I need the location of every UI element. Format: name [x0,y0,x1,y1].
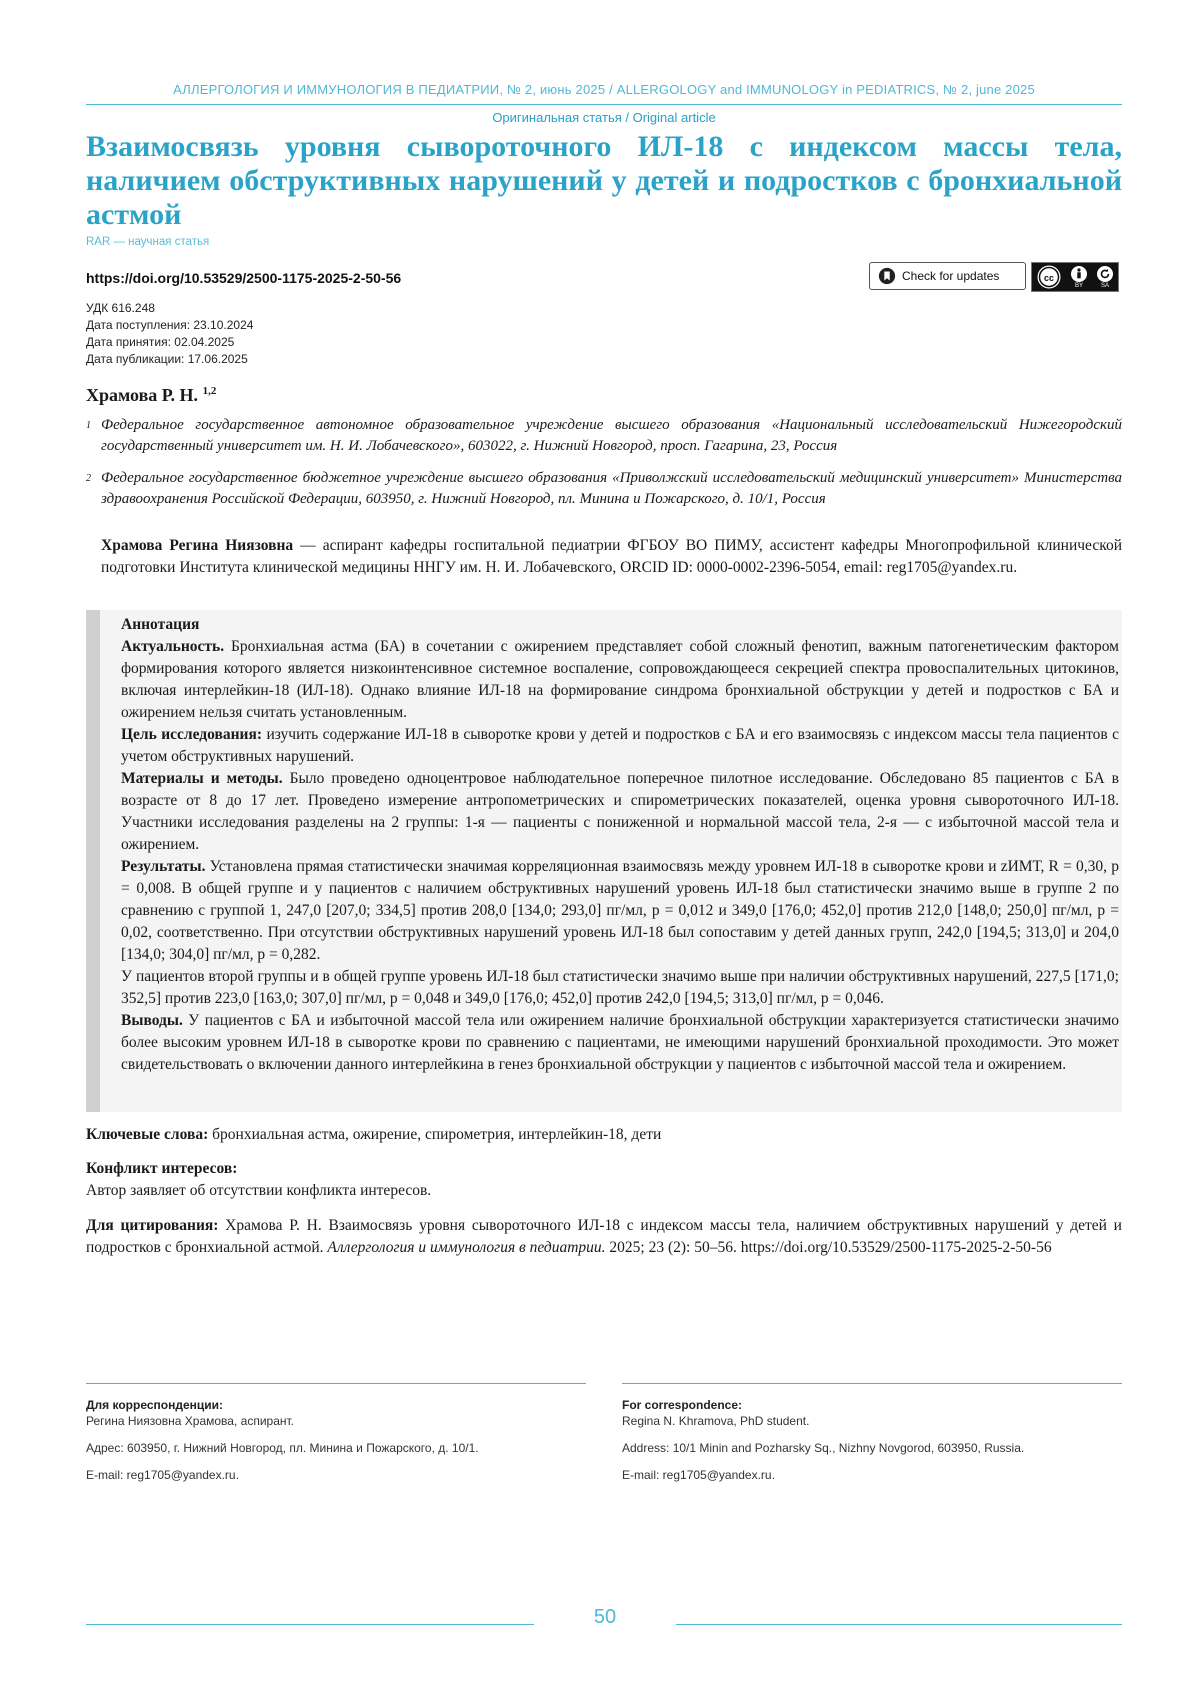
correspondence-address: Address: 10/1 Minin and Pozharsky Sq., Nizhny Novgorod, 603950, Russia. [622,1441,1025,1455]
keywords-text: бронхиальная астма, ожирение, спирометрия, интерлейкин-18, дети [208,1126,662,1143]
abstract-methods: Материалы и методы. Было проведено одноцентровое наблюдательное поперечное пилотное исследование. Обследовано 85 пациентов с БА в возрасте от 8 до 17 лет. Проведено измерение антропометрических и спирометрических показателей, оценка уровня сывороточного ИЛ-18. Участники исследования разделены на 2 группы: 1-я — пациенты с пониженной и нормальной массой тела, 2-я — с избыточной массой тела и ожирением. [121,770,1119,853]
citation-label: Для цитирования: [86,1217,219,1234]
check-updates-label: Check for updates [902,269,1000,283]
author-name: Храмова Р. Н. [86,385,199,405]
doi-link[interactable]: https://doi.org/10.53529/2500-1175-2025-2-50-56 [86,270,402,286]
citation-journal: Аллергология и иммунология в педиатрии. [327,1239,606,1256]
author [86,385,216,406]
affiliation-1 [86,415,1122,457]
correspondence-address: Адрес: 603950, г. Нижний Новгород, пл. Минина и Пожарского, д. 10/1. [86,1441,479,1455]
correspondence-en [622,1383,1122,1495]
correspondence-ru [86,1383,586,1495]
citation [86,1215,1122,1259]
citation-tail: 2025; 23 (2): 50–56. https://doi.org/10.53529/2500-1175-2025-2-50-56 [605,1239,1052,1256]
cc-by-label: BY [1074,283,1083,289]
date-accepted: Дата принятия: 02.04.2025 [86,335,235,349]
footer-rule-left [86,1624,534,1625]
abstract-relevance: Актуальность. Бронхиальная астма (БА) в сочетании с ожирением представляет собой сложный фенотип, важным патогенетическим фактором формирования которого является низкоинтенсивное системное воспаление, сопровождающееся секрецией спектра провоспалительных цитокинов, включая интерлейкин-18 (ИЛ-18). Однако влияние ИЛ-18 на формирование синдрома бронхиальной обструкции у детей и подростков с БА и ожирением нельзя считать установленным. [121,638,1119,721]
affiliation-number: 1 [86,420,91,431]
citation-text: Храмова Р. Н. Взаимосвязь уровня сывороточного ИЛ-18 с индексом массы тела, наличием обструктивных нарушений у детей и подростков с бронхиальной астмой. [86,1217,1122,1256]
udk: УДК 616.248 [86,301,155,315]
rar-label: RAR — научная статья [86,236,210,248]
correspondence-name: Regina N. Khramova, PhD student. [622,1414,810,1428]
attribution-icon [1070,265,1088,283]
header-rule [86,104,1122,105]
abstract-heading: Аннотация [121,616,200,633]
affiliation-2 [86,468,1122,510]
abstract-results-continued: У пациентов второй группы и в общей группе уровень ИЛ-18 был статистически значимо выше при наличии обструктивных нарушений, 227,5 [171,0; 352,5] против 223,0 [163,0; 307,0] пг/мл, p = 0,048 и 349,0 [176,0; 452,0] против 242,0 [194,5; 313,0] пг/мл, p = 0,046. [121,968,1119,1007]
correspondence-rule [86,1383,586,1384]
abstract-conclusions: Выводы. У пациентов с БА и избыточной массой тела или ожирением наличие бронхиальной обструкции характеризуется статистически значимо более высоким уровнем ИЛ-18 в сыворотке крови по сравнению с пациентами, не имеющими нарушений бронхиальной проходимости. Это может свидетельствовать о включении данного интерлейкина в генез бронхиальной обструкции у пациентов с избыточной массой тела и ожирением. [121,1012,1119,1073]
check-for-updates-button[interactable] [869,262,1026,290]
article-type: Оригинальная статья / Original article [492,110,716,125]
author-info [101,535,1122,579]
cc-icon [1036,264,1062,290]
keywords-label: Ключевые слова: [86,1126,209,1143]
correspondence-email[interactable]: E-mail: reg1705@yandex.ru. [622,1468,775,1482]
svg-text:cc: cc [1043,273,1055,283]
conflict-heading: Конфликт интересов: [86,1160,238,1177]
affiliation-text: Федеральное государственное автономное образовательное учреждение высшего образования «Национальный исследовательский Нижегородский государственный университет им. Н. И. Лобачевского», 603022, г. Нижний Новгород, просп. Гагарина, 23, Россия [101,417,1122,454]
author-details: — аспирант кафедры госпитальной педиатрии ФГБОУ ВО ПИМУ, ассистент кафедры Многопрофильной клинической подготовки Института клинической медицины ННГУ им. Н. И. Лобачевского, ORCID ID: 0000-0002-2396-5054, email: reg1705@yandex.ru. [101,537,1122,576]
affiliation-number: 2 [86,473,91,484]
affiliation-text: Федеральное государственное бюджетное учреждение высшего образования «Приволжский исследовательский медицинский университет» Министерства здравоохранения Российской Федерации, 603950, г. Нижний Новгород, пл. Минина и Пожарского, д. 10/1, Россия [101,470,1122,507]
keywords [86,1126,1122,1144]
correspondence-heading: For correspondence: [622,1398,743,1412]
page-number: 50 [593,1606,617,1628]
date-published: Дата публикации: 17.06.2025 [86,352,248,366]
article-meta [86,300,253,368]
abstract-aim: Цель исследования: изучить содержание ИЛ-18 в сыворотке крови у детей и подростков с БА и его взаимосвязь с индексом массы тела пациентов с учетом обструктивных нарушений. [121,726,1120,765]
correspondence-rule [622,1383,1122,1384]
bookmark-check-icon [878,267,896,285]
cc-license-badge[interactable] [1031,262,1119,292]
date-received: Дата поступления: 23.10.2024 [86,318,254,332]
running-head: АЛЛЕРГОЛОГИЯ И ИММУНОЛОГИЯ В ПЕДИАТРИИ, № 2, июнь 2025 / ALLERGOLOGY and IMMUNOLOGY in PEDIATRICS, № 2, june 2025 [173,82,1035,97]
article-title: Взаимосвязь уровня сывороточного ИЛ-18 с индексом массы тела, наличием обструктивных нарушений у детей и подростков с бронхиальной астмой [86,130,1122,231]
conflict-text: Автор заявляет об отсутствии конфликта интересов. [86,1182,432,1199]
correspondence-heading: Для корреспонденции: [86,1398,224,1412]
correspondence-email[interactable]: E-mail: reg1705@yandex.ru. [86,1468,239,1482]
author-affil-marks: 1,2 [202,385,217,397]
abstract-side-bar [86,610,100,1112]
share-alike-icon [1096,265,1114,283]
correspondence-name: Регина Ниязовна Храмова, аспирант. [86,1414,294,1428]
author-full-name: Храмова Регина Ниязовна [101,537,294,554]
cc-sa-label: SA [1100,283,1109,289]
footer-rule-right [676,1624,1122,1625]
abstract [86,610,1122,1112]
abstract-results: Результаты. Установлена прямая статистически значимая корреляционная взаимосвязь между уровнем ИЛ-18 в сыворотке крови и zИМТ, R = 0,30, p = 0,008. В общей группе и у пациентов с наличием обструктивных нарушений уровень ИЛ-18 был статистически значимо выше в группе 2 по сравнению с группой 1, 247,0 [207,0; 334,5] против 208,0 [134,0; 293,0] пг/мл, p = 0,012 и 349,0 [176,0; 452,0] против 212,0 [148,0; 250,0] пг/мл, p = 0,02, соответственно. При отсутствии обструктивных нарушений уровень ИЛ-18 был сопоставим у детей данных групп, 242,0 [194,5; 313,0] и 204,0 [134,0; 304,0] пг/мл, p = 0,282. [121,858,1119,963]
